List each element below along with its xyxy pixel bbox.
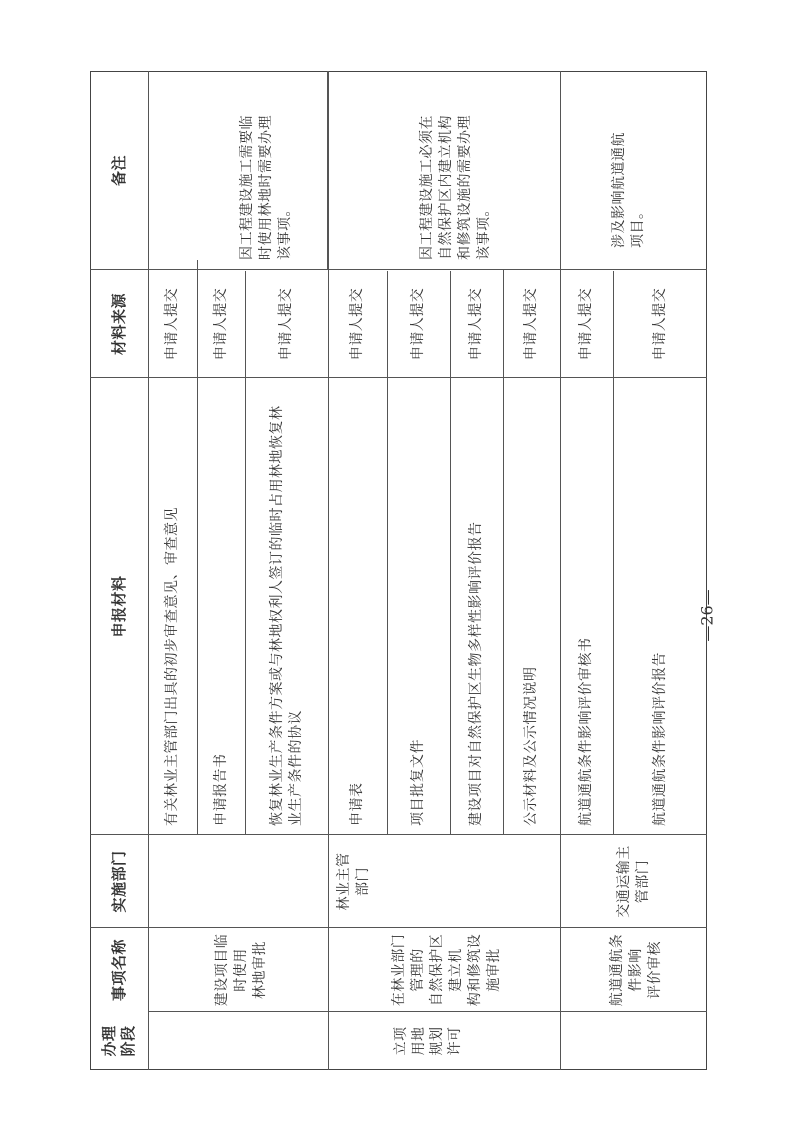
source-row: 申请人提交 [410, 287, 426, 361]
note-temporary-forest-land: 因工程建设施工需要临 时使用林地时需要办理 该事项。 [239, 115, 293, 260]
source-row: 申请人提交 [651, 287, 668, 361]
material-row: 航道通航条件影响评价审核书 [578, 637, 594, 826]
rotated-table-page [90, 71, 707, 1070]
header-source: 材料来源 [109, 293, 128, 356]
source-row: 申请人提交 [523, 287, 539, 361]
header-note: 备注 [109, 155, 128, 187]
dept-forestry: 林业主管 部门 [336, 852, 371, 911]
material-row: 航道通航条件影响评价报告 [651, 652, 668, 826]
note-navigation-impact: 涉及影响航道通航 项目。 [611, 132, 646, 248]
item-nature-reserve-facilities: 在林业部门管理的 自然保护区建立机 构和修筑设施审批 [391, 933, 502, 1007]
source-row: 申请人提交 [578, 287, 594, 361]
source-row: 申请人提交 [164, 287, 180, 361]
header-material: 申报材料 [109, 575, 128, 638]
stage-cell: 立项 用地 规划 许可 [392, 1026, 463, 1056]
source-row: 申请人提交 [278, 287, 294, 361]
material-row: 申请表 [349, 782, 365, 826]
header-item: 事项名称 [109, 939, 128, 1002]
material-row: 建设项目对自然保护区生物多样性影响评价报告 [468, 521, 484, 826]
item-temporary-forest-land: 建设项目临时使用 林地审批 [213, 933, 268, 1007]
dept-transport: 交通运输主 管部门 [615, 845, 651, 918]
source-row: 申请人提交 [468, 287, 484, 361]
page-number: —26— [697, 588, 717, 642]
header-stage: 办理 阶段 [100, 1025, 137, 1057]
source-row: 申请人提交 [212, 287, 229, 361]
header-dept: 实施部门 [109, 850, 128, 913]
material-row: 公示材料及公示情况说明 [523, 666, 539, 826]
material-row: 恢复林业生产条件方案或与林地权利人签订的临时占用林地恢复林 业生产条件的协议 [268, 405, 304, 826]
note-nature-reserve-facilities: 因工程建设施工必须在 自然保护区内建立机构 和修筑设施的需要办理 该事项。 [419, 115, 492, 260]
material-row: 申请报告书 [212, 753, 229, 826]
material-row: 有关林业主管部门出具的初步审查意见、审查意见 [164, 507, 180, 826]
material-row: 项目批复文件 [410, 739, 426, 826]
item-navigation-impact: 航道通航条件影响 评价审核 [609, 933, 663, 1007]
source-row: 申请人提交 [349, 287, 365, 361]
